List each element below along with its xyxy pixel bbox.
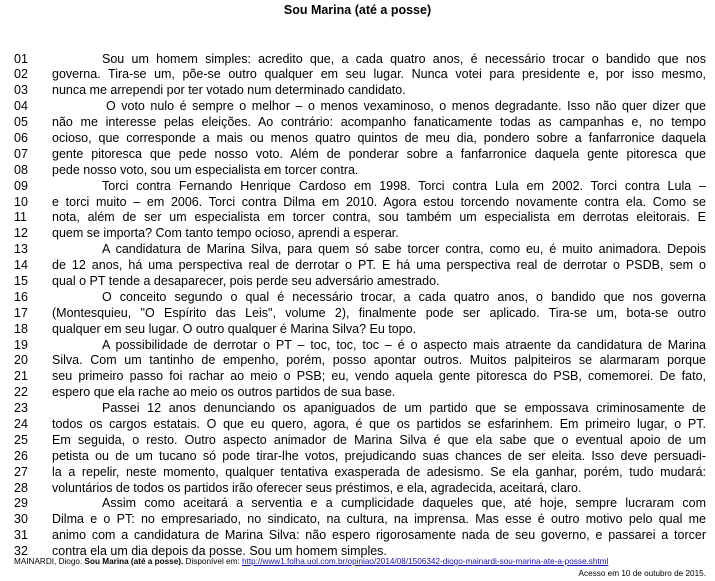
line-number: 19 — [14, 337, 28, 352]
line-text: petista ou de um tucano só pode tirar-lhe votos, prejudicando suas chances de ser eleita. Isso deve persuadi- — [52, 448, 706, 463]
line-number: 17 — [14, 305, 28, 320]
line-text: (Montesquieu, "O Espírito das Leis", volume 2), finalmente pode ser aplicado. Tira-se um, bota-se outro — [52, 305, 706, 320]
line-text: nunca me arrependi por ter votado num determinado candidato. — [52, 83, 406, 98]
text-line — [0, 52, 715, 68]
text-line — [0, 163, 715, 179]
line-text: Assim como aceitará a serventia e a cumplicidade daqueles que, até hoje, sempre lucraram com — [102, 496, 706, 511]
line-number: 03 — [14, 83, 28, 98]
text-line — [0, 226, 715, 242]
line-number: 31 — [14, 528, 28, 543]
text-line — [0, 242, 715, 258]
line-text: O conceito segundo o qual é necessário trocar, a cada quatro anos, o bandido que nos governa — [102, 289, 706, 304]
citation-link[interactable]: http://www1.folha.uol.com.br/opiniao/2014/08/1506342-diogo-mainardi-sou-marina-ate-a-posse.shtml — [241, 557, 609, 566]
line-number: 21 — [14, 369, 28, 384]
text-line — [0, 195, 715, 211]
line-number: 07 — [14, 146, 28, 161]
line-number: 20 — [14, 353, 28, 368]
line-number: 22 — [14, 385, 28, 400]
text-line — [0, 274, 715, 290]
line-text: nota, além de ser um especialista em torcer contra, sou também um especialista em derrotas eleitorais. E — [52, 210, 706, 225]
line-number: 25 — [14, 432, 28, 447]
line-text: governa. Tira-se um, põe-se outro qualquer em seu lugar. Nunca votei para presidente e, por isso mesmo, — [52, 67, 706, 82]
text-line — [0, 465, 715, 481]
citation-accessed: Acesso em 10 de outubro de 2015. — [578, 569, 706, 578]
text-line — [0, 417, 715, 433]
text-line — [0, 290, 715, 306]
line-text: qual o PT tende a desaparecer, pois perde seu adversário amestrado. — [52, 273, 440, 288]
text-line — [0, 131, 715, 147]
text-line — [0, 369, 715, 385]
text-line — [0, 67, 715, 83]
text-line — [0, 528, 715, 544]
text-line — [0, 115, 715, 131]
text-line — [0, 353, 715, 369]
text-line — [0, 322, 715, 338]
text-line — [0, 210, 715, 226]
line-text: Sou um homem simples: acredito que, a cada quatro anos, é necessário trocar o bandido que nos — [102, 51, 706, 66]
line-number: 30 — [14, 512, 28, 527]
text-line — [0, 83, 715, 99]
line-text: seu primeiro passo foi rachar ao meio o PSB; eu, vendo aquela gente pitoresca do PSB, comemorei. De fato, — [52, 369, 706, 384]
line-number: 12 — [14, 226, 28, 241]
line-number: 23 — [14, 401, 28, 416]
line-number: 15 — [14, 273, 28, 288]
line-text: Silva. Com um tantinho de empenho, porém, posso apontar outros. Muitos palpiteiros se alarmaram porque — [52, 353, 706, 368]
line-number: 05 — [14, 115, 28, 130]
line-number: 08 — [14, 162, 28, 177]
text-line — [0, 401, 715, 417]
line-text: Dilma e o PT: no empresariado, no sindicato, na cultura, na imprensa. Mas esse é outro motivo pelo qual me — [52, 512, 706, 527]
line-text: voluntários de todos os partidos irão oferecer seus préstimos, e ela, agradecida, aceitará, claro. — [52, 480, 582, 495]
line-text: O voto nulo é sempre o melhor – o menos vexaminoso, o menos degradante. Isso não quer dizer que — [106, 99, 706, 114]
line-number: 02 — [14, 67, 28, 82]
line-text: la a repelir, neste momento, qualquer tentativa exasperada de adesismo. Se ela ganhar, porém, tudo mudará: — [52, 464, 706, 479]
line-text: ocioso, que corresponde a mais ou menos quatro quintos de meu dia, pondero sobre a fanfarronice daquela — [52, 130, 706, 145]
line-number: 01 — [14, 51, 28, 66]
text-line — [0, 385, 715, 401]
text-line — [0, 512, 715, 528]
line-number: 13 — [14, 242, 28, 257]
text-line — [0, 433, 715, 449]
page-title: Sou Marina (até a posse) — [283, 3, 432, 17]
line-number: 11 — [14, 210, 27, 225]
text-line — [0, 99, 715, 115]
line-text: Torci contra Fernando Henrique Cardoso em 1998. Torci contra Lula em 2002. Torci contra Lula – — [102, 178, 706, 193]
line-number: 06 — [14, 130, 28, 145]
line-number: 24 — [14, 416, 28, 431]
line-number: 09 — [14, 178, 28, 193]
text-line — [0, 481, 715, 497]
text-line — [0, 338, 715, 354]
line-text: Passei 12 anos denunciando os apaniguados de um partido que se empossava criminosamente de — [102, 401, 706, 416]
citation-author: MAINARDI, Diogo. — [14, 557, 83, 566]
line-number: 14 — [14, 258, 28, 273]
line-number: 29 — [14, 496, 28, 511]
line-text: não me interesse pelas eleições. Ao contrário: acompanho fanaticamente todas as campanhas e, no tempo — [52, 115, 706, 130]
line-text: pede nosso voto, sou um especialista em torcer contra. — [52, 162, 359, 177]
line-text: qualquer em seu lugar. O outro qualquer é Marina Silva? Eu topo. — [52, 321, 417, 336]
line-text: gente pitoresca que pede nosso voto. Além de ponderar sobre a fanfarronice daquela gente pitoresca que — [52, 146, 706, 161]
line-number: 16 — [14, 289, 28, 304]
line-number: 04 — [14, 99, 28, 114]
text-line — [0, 258, 715, 274]
line-text: animo com a candidatura de Marina Silva: não espero rigorosamente nada de seu governo, e passarei a torcer — [52, 528, 706, 543]
line-number: 26 — [14, 448, 28, 463]
citation — [14, 557, 706, 567]
line-text: A possibilidade de derrotar o PT – toc, toc, toc – é o aspecto mais atraente da candidatura de Marina — [102, 337, 706, 352]
text-line — [0, 496, 715, 512]
text-line — [0, 179, 715, 195]
text-line — [0, 147, 715, 163]
line-text: todos os cargos estatais. O que eu quero, agora, é que os partidos se esfarinhem. Em primeiro lugar, o PT. — [52, 416, 706, 431]
text-line — [0, 449, 715, 465]
line-text: e torci muito – em 2006. Torci contra Dilma em 2010. Agora estou torcendo novamente contra ela. Como se — [52, 194, 706, 209]
text-body — [0, 52, 715, 561]
citation-available: Disponível em: — [185, 557, 240, 566]
citation-work: Sou Marina (até a posse). — [84, 557, 184, 566]
line-text: contra ela um dia depois da posse. Sou um homem simples. — [52, 544, 387, 559]
line-text: Em seguida, o resto. Outro aspecto animador de Marina Silva é que ela sabe que o eventual apoio de um — [52, 432, 706, 447]
line-number: 27 — [14, 464, 28, 479]
line-number: 28 — [14, 480, 28, 495]
line-text: quem se importa? Com tanto tempo ocioso, aprendi a esperar. — [52, 226, 399, 241]
line-number: 18 — [14, 321, 28, 336]
line-number: 10 — [14, 194, 28, 209]
line-text: espero que ela rache ao meio os outros partidos de sua base. — [52, 385, 396, 400]
line-text: de 12 anos, há uma perspectiva real de derrotar o PT. E há uma perspectiva real de derrotar o PSDB, sem o — [52, 258, 706, 273]
text-line — [0, 306, 715, 322]
line-number: 32 — [14, 544, 28, 559]
line-text: A candidatura de Marina Silva, para quem só sabe torcer contra, como eu, é muito animadora. Depois — [102, 242, 706, 257]
